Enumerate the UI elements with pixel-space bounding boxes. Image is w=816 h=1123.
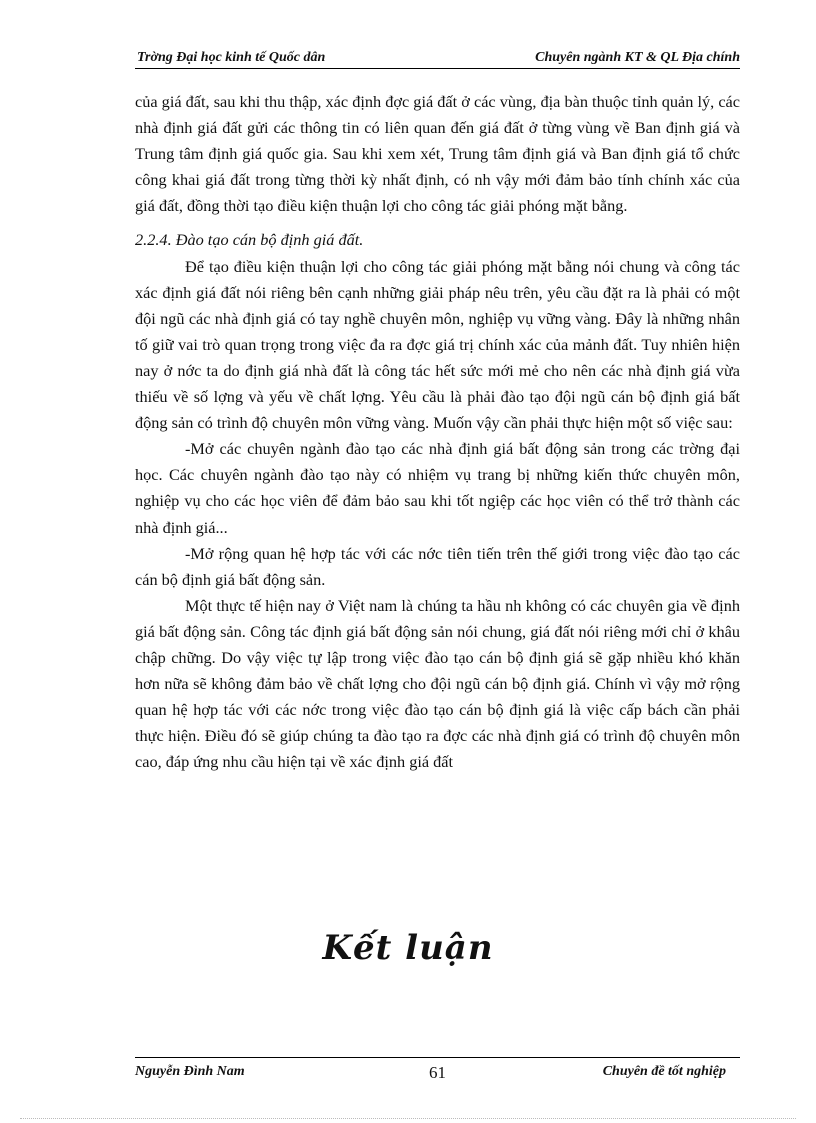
footer-author: Nguyễn Đình Nam bbox=[135, 1064, 245, 1079]
paragraph-bullet-2: -Mở rộng quan hệ hợp tác với các nớc tiên tiến trên thế giới trong việc đào tạo các cán bộ định giá bất động sản. bbox=[135, 543, 740, 589]
header-school: Trờng Đại học kinh tế Quốc dân bbox=[137, 50, 326, 65]
paragraph-intro: của giá đất, sau khi thu thập, xác định đợc giá đất ở các vùng, địa bàn thuộc tỉnh quản lý, các nhà định giá đất gửi các thông tin có liên quan đến giá đất ở từng vùng về Ban định giá và Trung tâm định giá quốc gia. Sau khi xem xét, Trung tâm định giá và Ban định giá tổ chức công khai giá đất trong từng thời kỳ nhất định, có nh vậy mới đảm bảo tính chính xác của giá đất, đồng thời tạo điều kiện thuận lợi cho công tác giải phóng mặt bằng. bbox=[135, 92, 740, 216]
paragraph-bullet-1: -Mở các chuyên ngành đào tạo các nhà định giá bất động sản trong các trờng đại học. Các chuyên ngành đào tạo này có nhiệm vụ trang bị những kiến thức chuyên môn, nghiệp vụ cho các học viên để đảm bảo sau khi tốt ngiệp các học viên có thể trở thành các nhà định giá... bbox=[135, 439, 740, 537]
section-heading: 2.2.4. Đào tạo cán bộ định giá đất. bbox=[135, 230, 364, 250]
body-text bbox=[135, 89, 740, 775]
header-major: Chuyên ngành KT & QL Địa chính bbox=[535, 50, 740, 65]
page-footer bbox=[135, 1057, 740, 1082]
page-header bbox=[135, 50, 740, 69]
page-number: 61 bbox=[429, 1063, 446, 1082]
paragraph-conclusion: Một thực tế hiện nay ở Việt nam là chúng ta hầu nh không có các chuyên gia về định giá bất động sản. Công tác định giá bất động sản nói chung, giá đất nói riêng mới chỉ ở khâu chập chững. Do vậy việc tự lập trong việc đào tạo cán bộ định giá sẽ gặp nhiều khó khăn hơn nữa sẽ không đảm bảo về chất lợng cho đội ngũ cán bộ định giá. Chính vì vậy mở rộng quan hệ hợp tác với các nớc trong việc đào tạo cán bộ định giá là việc cấp bách cần phải thực hiện. Điều đó sẽ giúp chúng ta đào tạo ra đợc các nhà định giá có trình độ chuyên môn cao, đáp ứng nhu cầu hiện tại về xác định giá đất bbox=[135, 595, 740, 772]
conclusion-title: Kết luận bbox=[322, 928, 494, 968]
page-bottom-divider bbox=[20, 1118, 796, 1119]
footer-doc-type: Chuyên đề tốt nghiệp bbox=[602, 1064, 726, 1079]
paragraph-training: Để tạo điều kiện thuận lợi cho công tác giải phóng mặt bằng nói chung và công tác xác định giá đất nói riêng bên cạnh những giải pháp nêu trên, yêu cầu đặt ra là phải có một đội ngũ các nhà định giá có tay nghề chuyên môn, nghiệp vụ vững vàng. Đây là những nhân tố giữ vai trò quan trọng trong việc đa ra đợc giá trị chính xác của mảnh đất. Tuy nhiên hiện nay ở nớc ta do định giá nhà đất là công tác hết sức mới mẻ cho nên các nhà định giá vừa thiếu về số lợng và yếu về chất lợng. Yêu cầu là phải đào tạo đội ngũ cán bộ định giá bất động sản có trình độ chuyên môn vững vàng. Muốn vậy cần phải thực hiện một số việc sau: bbox=[135, 256, 740, 433]
